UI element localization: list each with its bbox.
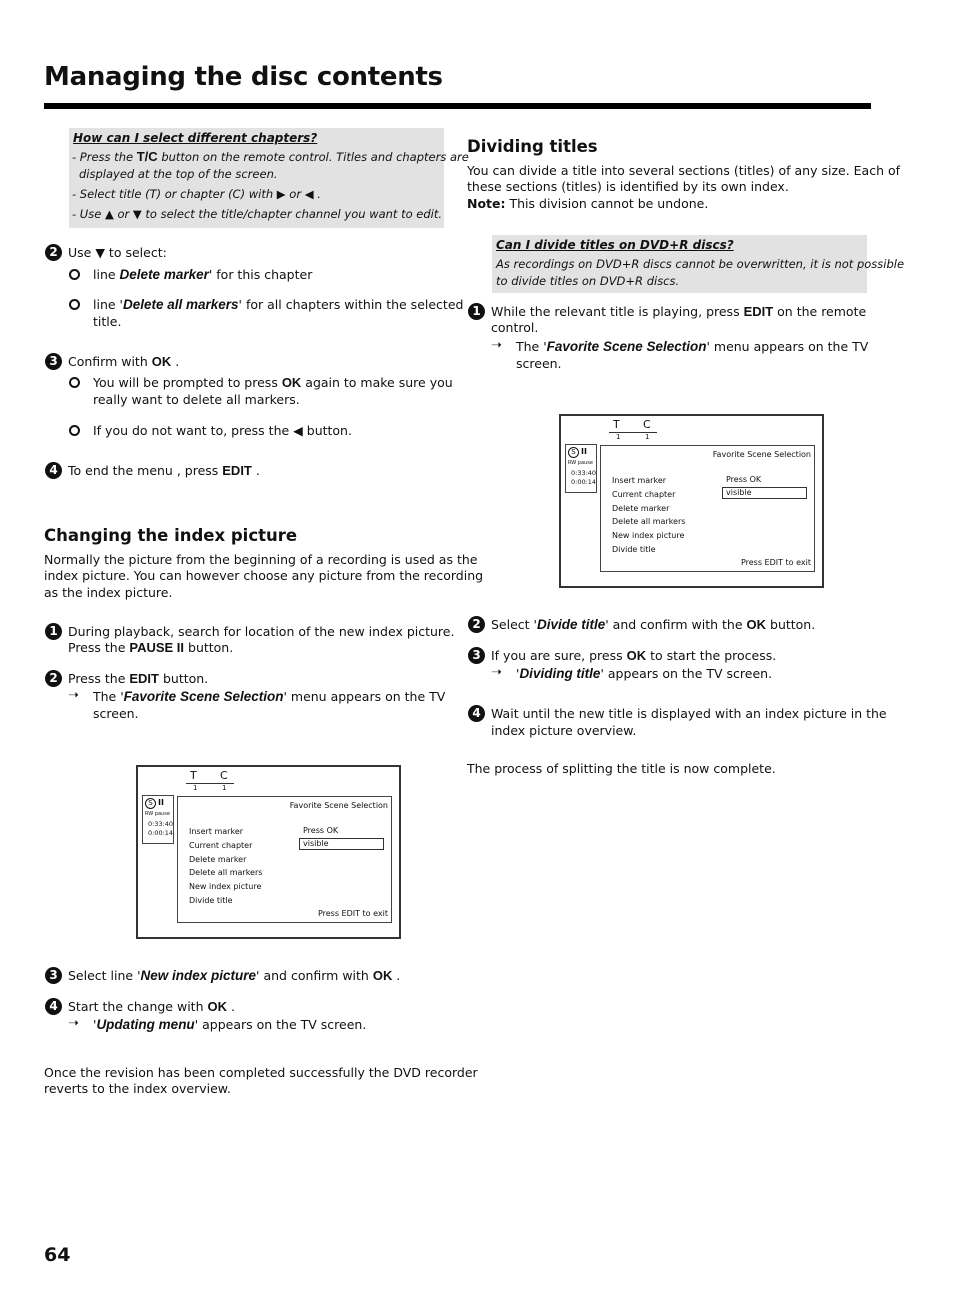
page-title: Managing the disc contents bbox=[44, 62, 443, 92]
step3-sub1-cont: really want to delete all markers. bbox=[93, 392, 300, 407]
index-outro-1: Once the revision has been completed successfully the DVD recorder bbox=[44, 1065, 478, 1080]
menu-item: New index picture bbox=[612, 531, 685, 541]
title-rule bbox=[44, 103, 871, 109]
visible-field: visible bbox=[722, 487, 807, 499]
status-time: 0:33:40 bbox=[148, 820, 174, 828]
menu-item: Divide title bbox=[612, 544, 656, 554]
divide-step3-text: If you are sure, press OK to start the process. bbox=[491, 648, 777, 663]
status-mode: RW pause bbox=[145, 811, 170, 817]
bullet-icon bbox=[69, 377, 80, 388]
down-arrow-icon: ▼ bbox=[95, 245, 105, 260]
chapters-box-line1-cont: displayed at the top of the screen. bbox=[79, 167, 278, 181]
disc-icon: S bbox=[568, 447, 579, 458]
menu-item: Delete marker bbox=[189, 854, 247, 864]
step-number: 1 bbox=[45, 623, 62, 640]
chapters-box-line2: - Select title (T) or chapter (C) with ▶ or ◀ . bbox=[72, 187, 321, 201]
title-label: T bbox=[613, 418, 620, 431]
step-number: 3 bbox=[45, 967, 62, 984]
step2-text: Use ▼ to select: bbox=[68, 245, 167, 260]
step3-text: Confirm with OK . bbox=[68, 354, 180, 369]
index-intro-3: as the index picture. bbox=[44, 585, 173, 600]
menu-item: Insert marker bbox=[612, 476, 667, 485]
divide-step2-text: Select 'Divide title' and confirm with the OK button. bbox=[491, 617, 816, 632]
dvd-r-box-heading: Can I divide titles on DVD+R discs? bbox=[496, 238, 734, 252]
left-arrow-icon: ◀ bbox=[293, 423, 303, 438]
index-step3-text: Select line 'New index picture' and confirm with OK . bbox=[68, 968, 401, 983]
index-step2-text: Press the EDIT button. bbox=[68, 671, 209, 686]
divide-step4-line2: index picture overview. bbox=[491, 723, 637, 738]
bullet-icon bbox=[69, 269, 80, 280]
divide-step3-result: 'Dividing title' appears on the TV screen. bbox=[516, 666, 773, 681]
right-arrow-icon: ▶ bbox=[276, 187, 286, 201]
step-number: 1 bbox=[468, 303, 485, 320]
bullet-icon bbox=[69, 299, 80, 310]
bullet-icon bbox=[69, 425, 80, 436]
menu-panel bbox=[177, 796, 392, 923]
menu-item: Current chapter bbox=[189, 840, 253, 850]
chapters-info-box bbox=[69, 128, 469, 228]
status-mode: RW pause bbox=[568, 460, 593, 466]
down-arrow-icon: ▼ bbox=[132, 207, 142, 221]
divide-intro-2: these sections (titles) is identified by its own index. bbox=[467, 179, 789, 194]
divide-step1-result-cont: screen. bbox=[516, 356, 562, 371]
step3-sub1: You will be prompted to press OK again to make sure you bbox=[93, 375, 453, 390]
result-arrow-icon: ➝ bbox=[68, 1016, 79, 1031]
step-number: 4 bbox=[468, 705, 485, 722]
menu-items bbox=[189, 825, 262, 908]
page-number: 64 bbox=[44, 1244, 71, 1266]
step2-option2-cont: title. bbox=[93, 314, 122, 329]
index-step2-result-cont: screen. bbox=[93, 706, 139, 721]
step-number: 3 bbox=[45, 353, 62, 370]
tv-screen-illustration bbox=[559, 414, 824, 588]
result-arrow-icon: ➝ bbox=[491, 665, 502, 680]
chapters-box-line1: - Press the T/C button on the remote control. Titles and chapters are bbox=[72, 149, 469, 164]
divide-note: Note: This division cannot be undone. bbox=[467, 196, 709, 211]
menu-title: Favorite Scene Selection bbox=[289, 801, 388, 810]
menu-item: Insert marker bbox=[189, 827, 244, 836]
result-arrow-icon: ➝ bbox=[68, 688, 79, 703]
visible-field: visible bbox=[299, 838, 384, 850]
title-number: 1 bbox=[193, 784, 198, 792]
status-panel bbox=[565, 444, 597, 493]
divide-step1-result: The 'Favorite Scene Selection' menu appears on the TV bbox=[516, 339, 869, 354]
chapter-label: C bbox=[643, 418, 651, 431]
menu-item: Delete all markers bbox=[612, 517, 686, 527]
chapter-number: 1 bbox=[645, 433, 650, 441]
step2-option1: line Delete marker' for this chapter bbox=[93, 267, 313, 282]
index-step4-text: Start the change with OK . bbox=[68, 999, 235, 1014]
chapter-label: C bbox=[220, 769, 228, 782]
press-ok-hint: Press OK bbox=[303, 826, 339, 835]
chapters-box-line3: - Use ▲ or ▼ to select the title/chapter channel you want to edit. bbox=[72, 207, 443, 221]
disc-icon: S bbox=[145, 798, 156, 809]
step-number: 3 bbox=[468, 647, 485, 664]
step-number: 2 bbox=[468, 616, 485, 633]
step2-option2: line 'Delete all markers' for all chapters within the selected bbox=[93, 297, 464, 312]
left-arrow-icon: ◀ bbox=[304, 187, 314, 201]
index-step1-line1: During playback, search for location of the new index picture. bbox=[68, 624, 455, 639]
index-step2-result: The 'Favorite Scene Selection' menu appears on the TV bbox=[93, 689, 446, 704]
divide-intro-1: You can divide a title into several sections (titles) of any size. Each of bbox=[467, 163, 901, 178]
exit-hint: Press EDIT to exit bbox=[317, 909, 388, 918]
index-intro-1: Normally the picture from the beginning of a recording is used as the bbox=[44, 552, 478, 567]
chapter-number: 1 bbox=[222, 784, 227, 792]
up-arrow-icon: ▲ bbox=[104, 207, 114, 221]
step-number: 4 bbox=[45, 998, 62, 1015]
menu-item: Delete all markers bbox=[189, 868, 263, 878]
divide-outro: The process of splitting the title is now complete. bbox=[467, 761, 776, 776]
exit-hint: Press EDIT to exit bbox=[740, 558, 811, 567]
menu-title: Favorite Scene Selection bbox=[712, 450, 811, 459]
dvd-r-box-line2: to divide titles on DVD+R discs. bbox=[496, 274, 680, 288]
menu-item: Delete marker bbox=[612, 503, 670, 513]
status-panel bbox=[142, 795, 174, 844]
divide-step1-text: While the relevant title is playing, press EDIT on the remote bbox=[491, 304, 867, 319]
index-step4-result: 'Updating menu' appears on the TV screen. bbox=[93, 1017, 367, 1032]
chapters-box-heading: How can I select different chapters? bbox=[73, 131, 318, 145]
status-elapsed: 0:00:14 bbox=[148, 829, 174, 837]
menu-item: Divide title bbox=[189, 895, 233, 905]
tv-screen-illustration bbox=[136, 765, 401, 939]
dvd-r-box-line1: As recordings on DVD+R discs cannot be overwritten, it is not possible bbox=[496, 257, 905, 271]
index-outro-2: reverts to the index overview. bbox=[44, 1081, 231, 1096]
section-heading-dividing-titles: Dividing titles bbox=[467, 137, 598, 156]
step-number: 2 bbox=[45, 244, 62, 261]
menu-items bbox=[612, 474, 685, 557]
press-ok-hint: Press OK bbox=[726, 475, 762, 484]
menu-item: Current chapter bbox=[612, 489, 676, 499]
pause-icon: II bbox=[158, 798, 164, 807]
status-time: 0:33:40 bbox=[571, 469, 597, 477]
divide-step1-cont: control. bbox=[491, 320, 539, 335]
index-step1-line2: Press the PAUSE II button. bbox=[68, 640, 234, 655]
pause-icon: II bbox=[581, 447, 587, 456]
status-elapsed: 0:00:14 bbox=[571, 478, 597, 486]
step-number: 2 bbox=[45, 670, 62, 687]
index-intro-2: index picture. You can however choose any picture from the recording bbox=[44, 568, 484, 583]
result-arrow-icon: ➝ bbox=[491, 338, 502, 353]
title-number: 1 bbox=[616, 433, 621, 441]
divide-step4-line1: Wait until the new title is displayed with an index picture in the bbox=[491, 706, 887, 721]
menu-item: New index picture bbox=[189, 882, 262, 892]
menu-panel bbox=[600, 445, 815, 572]
title-label: T bbox=[190, 769, 197, 782]
dvd-r-info-box bbox=[492, 235, 905, 293]
step3-sub2: If you do not want to, press the ◀ button. bbox=[93, 423, 352, 438]
step-number: 4 bbox=[45, 462, 62, 479]
step4-text: To end the menu , press EDIT . bbox=[68, 463, 260, 478]
section-heading-index-picture: Changing the index picture bbox=[44, 526, 298, 545]
